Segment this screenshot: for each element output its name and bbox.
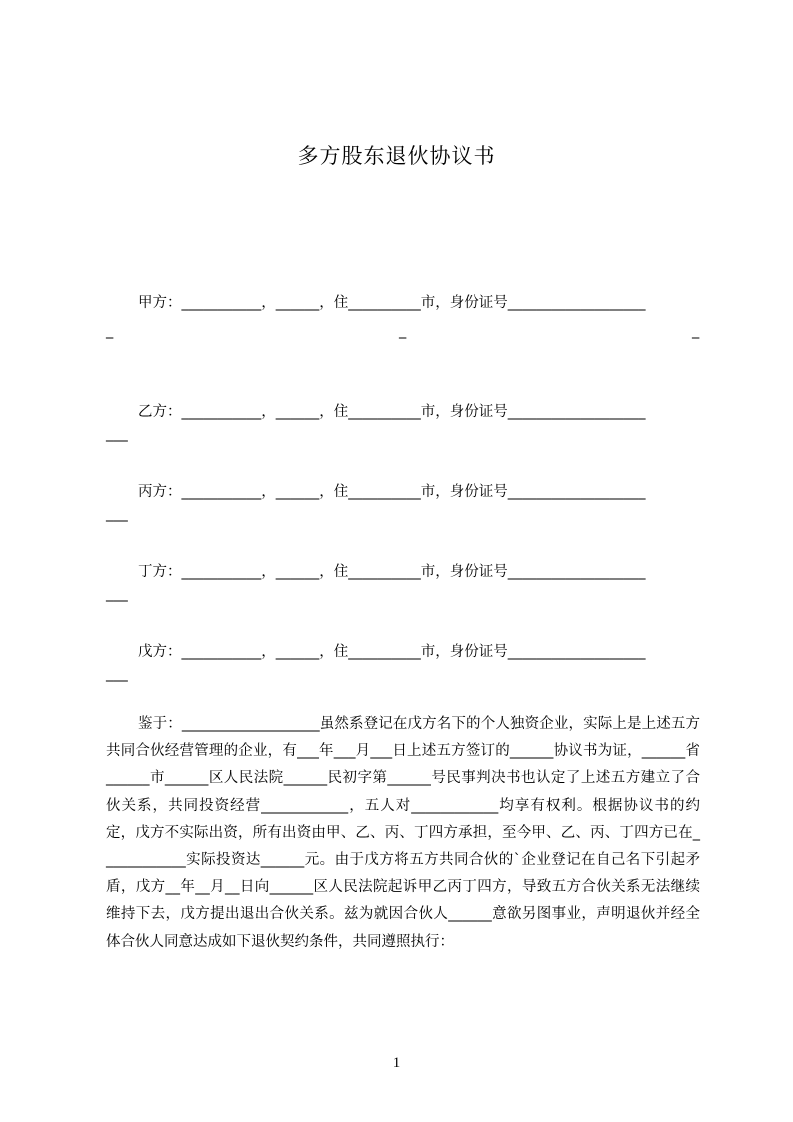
trailing-mark: _ xyxy=(106,323,114,339)
party-c-trailing-underline: ___ xyxy=(106,506,128,522)
page-number: 1 xyxy=(392,1055,401,1071)
party-e-trailing-underline: ___ xyxy=(106,666,128,682)
party-a-line: 甲方：___________，______，住__________市，身份证号___________________ xyxy=(138,295,646,311)
party-e-line: 戊方：___________，______，住__________市，身份证号___________________ xyxy=(138,644,646,660)
party-c-line: 丙方：___________，______，住__________市，身份证号___________________ xyxy=(138,484,646,500)
party-b-line: 乙方：___________，______，住__________市，身份证号___________________ xyxy=(138,404,646,420)
trailing-mark: _ xyxy=(692,323,700,339)
trailing-mark: _ xyxy=(399,323,407,339)
party-b-trailing-underline: ___ xyxy=(106,426,128,442)
whereas-paragraph: 鉴于：___________________虽然系登记在戊方名下的个人独资企业，实际上是上述五方共同合伙经营管理的企业，有___年___月___日上述五方签订的______协议书为证，______省______市______区人民法院______民初字第______号民事判决书也认定了上述五方建立了合伙关系，共同投资经营____________，五人对____________均享有权利。根据协议书的约定，戊方不实际出资，所有出资由甲、乙、丙、丁四方承担，至今甲、乙、丙、丁四方已在____________实际投资达______元。由于戊方将五方共同合伙的`企业登记在自己名下引起矛盾，戊方__年__月__日向______区人民法院起诉甲乙丙丁四方，导致五方合伙关系无法继续维持下去，戊方提出退出合伙关系。兹为就因合伙人______意欲另图事业，声明退伙并经全体合伙人同意达成如下退伙契约条件，共同遵照执行： xyxy=(106,716,700,950)
party-d-line: 丁方：___________，______，住__________市，身份证号___________________ xyxy=(138,564,646,580)
page-title: 多方股东退伙协议书 xyxy=(297,144,496,168)
party-d-trailing-underline: ___ xyxy=(106,586,128,602)
